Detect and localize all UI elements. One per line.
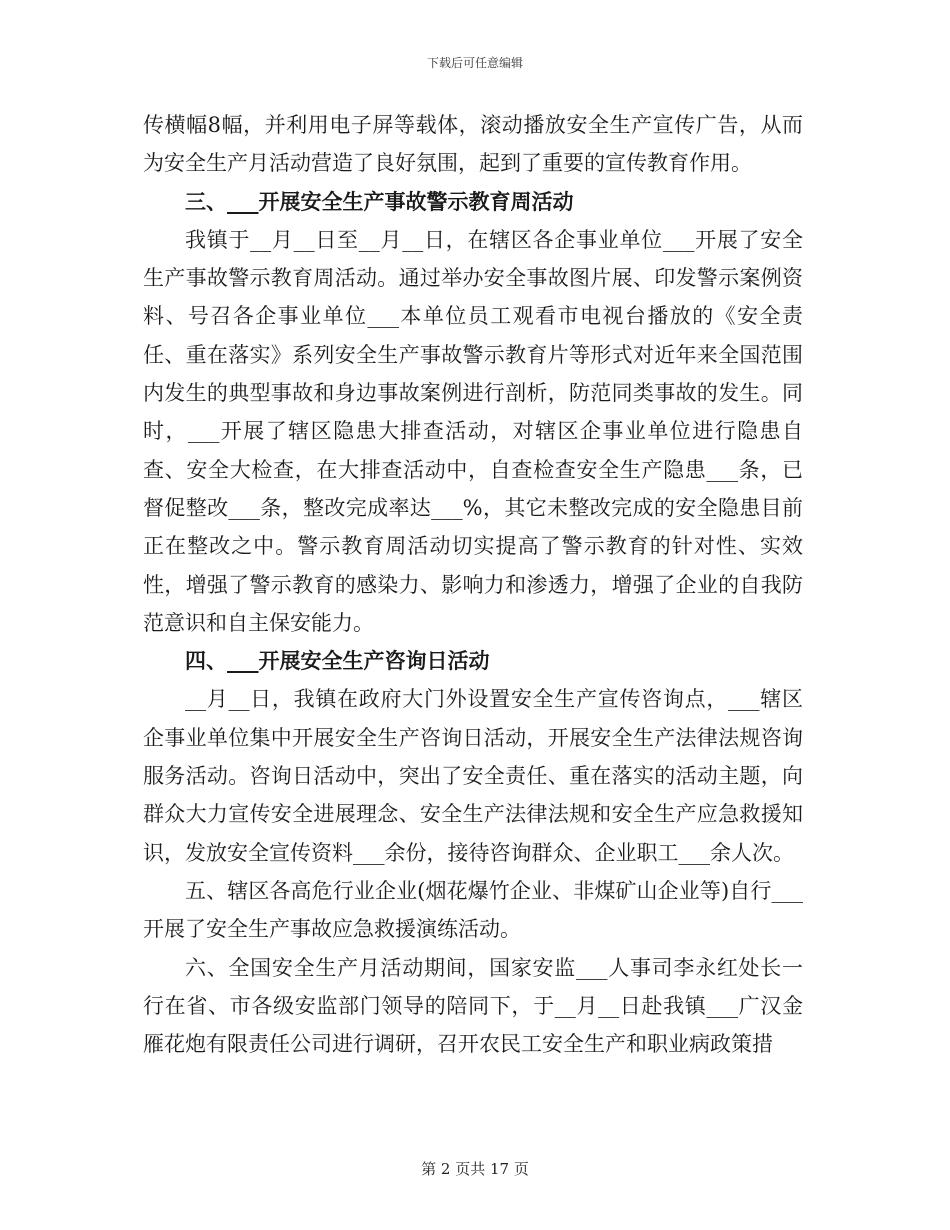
paragraph-consultation-day: __月__日，我镇在政府大门外设置安全生产宣传咨询点，___辖区企事业单位集中开展安全生产咨询日活动，开展安全生产法律法规咨询服务活动。咨询日活动中，突出了安全责任、重在落实的活动主题，向群众大力宣传安全进展理念、安全生产法律法规和安全生产应急救援知识，发放安全宣传资料___余份，接待咨询群众、企业职工___余人次。 [143, 687, 803, 865]
section-heading-3: 三、___开展安全生产事故警示教育周活动 [185, 189, 574, 214]
paragraph-section-6: 六、全国安全生产月活动期间，国家安监___人事司李永红处长一行在省、市各级安监部门领导的陪同下，于__月__日赴我镇___广汉金雁花炮有限责任公司进行调研，召开农民工安全生产和职业病政策措 [143, 955, 803, 1057]
paragraph-section-5: 五、辖区各高危行业企业(烟花爆竹企业、非煤矿山企业等)自行___开展了安全生产事故应急救援演练活动。 [143, 878, 803, 942]
page-header-note: 下载后可任意编辑 [426, 56, 523, 70]
page-number: 第 2 页共 17 页 [421, 1160, 529, 1178]
paragraph-continuation: 传横幅8幅，并利用电子屏等载体，滚动播放安全生产宣传广告，从而为安全生产月活动营造了良好氛围，起到了重要的宣传教育作用。 [143, 113, 803, 176]
document-body [143, 106, 803, 1063]
section-heading-4: 四、___开展安全生产咨询日活动 [185, 649, 490, 674]
paragraph-warning-week: 我镇于__月__日至__月__日，在辖区各企事业单位___开展了安全生产事故警示教育周活动。通过举办安全事故图片展、印发警示案例资料、号召各企事业单位___本单位员工观看市电视台播放的《安全责任、重在落实》系列安全生产事故警示教育片等形式对近年来全国范围内发生的典型事故和身边事故案例进行剖析，防范同类事故的发生。同时，___开展了辖区隐患大排查活动，对辖区企事业单位进行隐患自查、安全大检查，在大排查活动中，自查检查安全生产隐患___条，已督促整改___条，整改完成率达___%，其它未整改完成的安全隐患目前正在整改之中。警示教育周活动切实提高了警示教育的针对性、实效性，增强了警示教育的感染力、影响力和渗透力，增强了企业的自我防范意识和自主保安能力。 [143, 227, 803, 635]
